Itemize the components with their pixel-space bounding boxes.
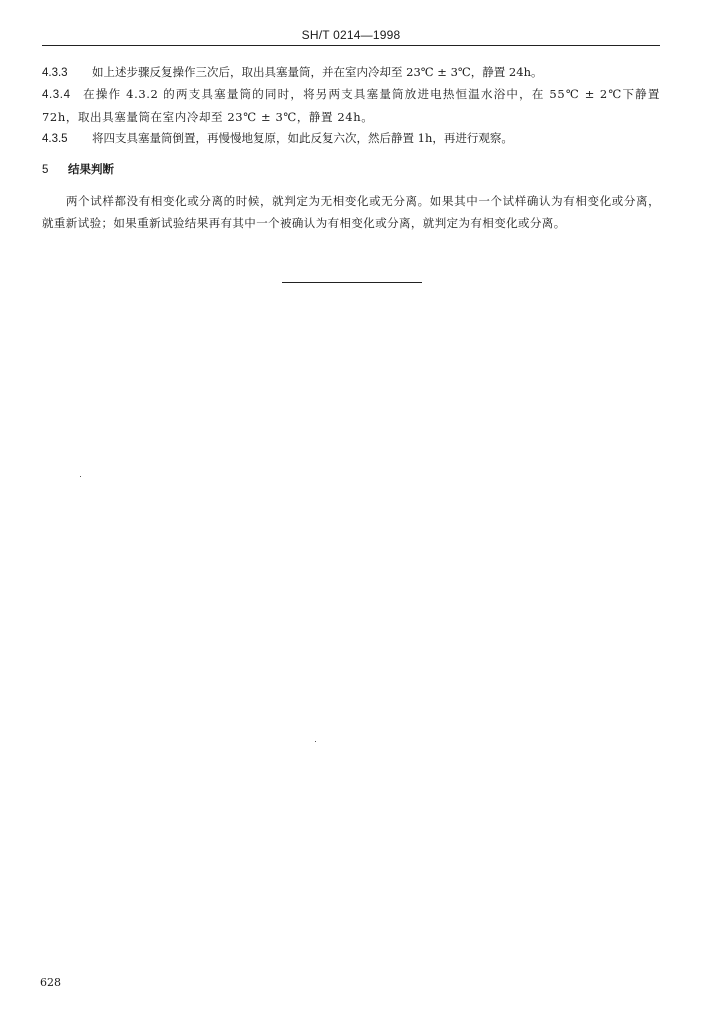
scan-speck [80,476,81,477]
clause-4-3-4 [42,83,660,128]
clause-text: 在操作 4.3.2 的两支具塞量筒的同时，将另两支具塞量筒放进电热恒温水浴中，在 55℃ ± 2℃下静置 72h，取出具塞量筒在室内冷却至 23℃ ± 3℃，静置 24h。 [42,87,660,124]
clause-4-3-3 [42,61,662,84]
clause-number: 4.3.4 [42,89,71,101]
clause-number: 4.3.5 [42,133,68,145]
clause-number: 4.3.3 [42,67,68,79]
clause-4-3-5 [42,127,662,150]
section-heading [42,159,114,180]
section-number: 5 [42,164,49,176]
clause-text: 将四支具塞量筒倒置，再慢慢地复原，如此反复六次，然后静置 1h，再进行观察。 [92,131,513,145]
standard-code-header: SH/T 0214—1998 [301,28,401,42]
section-title: 结果判断 [68,162,114,176]
page-number: 628 [40,976,61,989]
result-paragraph: 两个试样都没有相变化或分离的时候，就判定为无相变化或无分离。如果其中一个试样确认为有相变化或分离，就重新试验；如果重新试验结果再有其中一个被确认为有相变化或分离，就判定为有相变化或分离。 [42,194,660,230]
clause-text: 如上述步骤反复操作三次后，取出具塞量筒，并在室内冷却至 23℃ ± 3℃，静置 24h。 [92,65,543,79]
end-rule [282,282,422,283]
header-rule [42,45,660,46]
scan-speck [315,741,316,742]
